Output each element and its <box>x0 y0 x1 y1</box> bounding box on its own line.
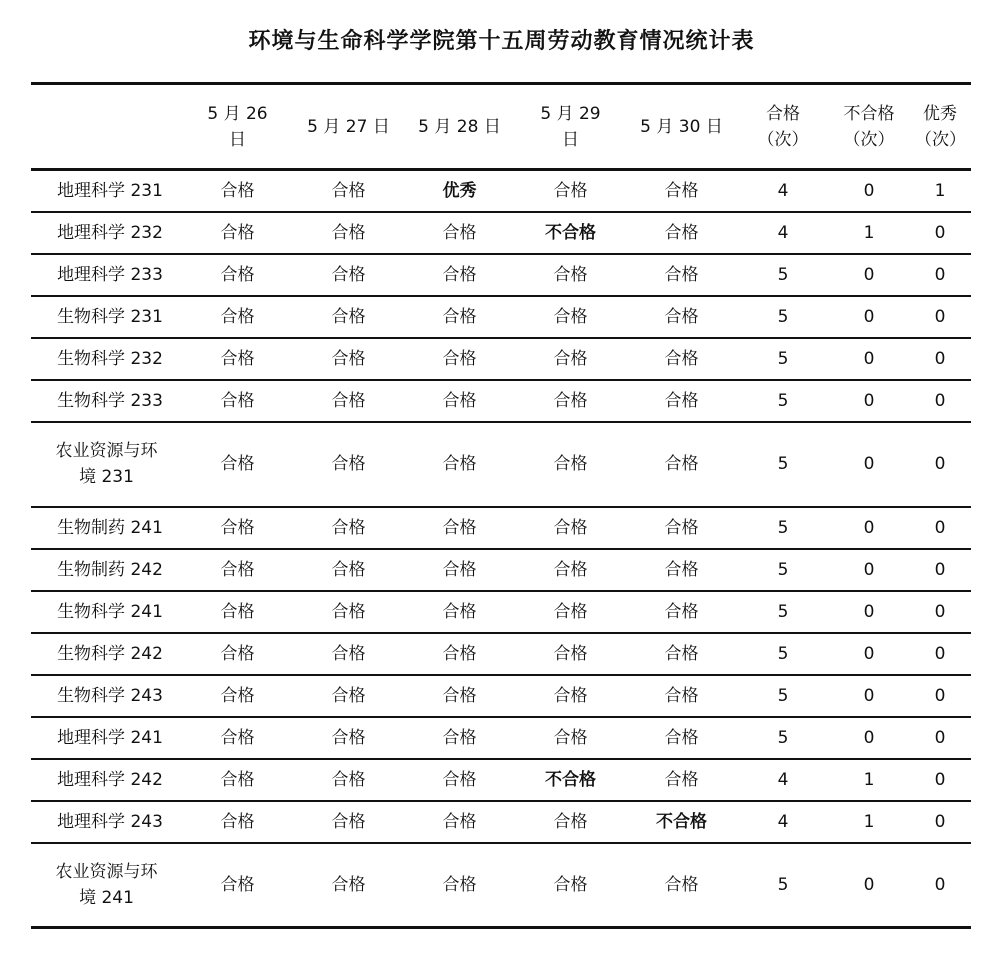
may-30-cell: 合格 <box>626 380 737 422</box>
table-row <box>31 422 971 507</box>
excellent-count-cell: 0 <box>909 843 971 928</box>
fail-count-cell: 0 <box>829 338 909 380</box>
fail-count-cell: 0 <box>829 254 909 296</box>
table-row <box>31 759 971 801</box>
excellent-count-cell: 0 <box>909 212 971 254</box>
may-28-cell: 合格 <box>404 717 515 759</box>
pass-count-cell: 5 <box>737 380 829 422</box>
class-name-cell: 地理科学 241 <box>31 717 182 759</box>
may-29-cell: 合格 <box>515 549 626 591</box>
may-29-cell: 合格 <box>515 296 626 338</box>
class-name-cell: 生物制药 241 <box>31 507 182 549</box>
header-may-30: 5 月 30 日 <box>626 84 737 170</box>
class-name-cell: 地理科学 232 <box>31 212 182 254</box>
excellent-count-cell: 0 <box>909 380 971 422</box>
excellent-count-cell: 0 <box>909 633 971 675</box>
may-30-cell: 合格 <box>626 843 737 928</box>
table-row <box>31 254 971 296</box>
header-excellent-count: 优秀 （次） <box>909 84 971 170</box>
may-29-cell: 合格 <box>515 843 626 928</box>
may-29-cell: 不合格 <box>515 759 626 801</box>
may-30-cell: 合格 <box>626 759 737 801</box>
fail-count-cell: 0 <box>829 507 909 549</box>
fail-count-cell: 0 <box>829 843 909 928</box>
fail-count-cell: 0 <box>829 380 909 422</box>
fail-count-cell: 0 <box>829 170 909 212</box>
pass-count-cell: 5 <box>737 296 829 338</box>
fail-count-cell: 0 <box>829 296 909 338</box>
pass-count-cell: 5 <box>737 717 829 759</box>
table-row <box>31 717 971 759</box>
may-26-cell: 合格 <box>182 633 293 675</box>
pass-count-cell: 5 <box>737 591 829 633</box>
table-row <box>31 675 971 717</box>
pass-count-cell: 5 <box>737 675 829 717</box>
may-28-cell: 优秀 <box>404 170 515 212</box>
pass-count-cell: 5 <box>737 843 829 928</box>
fail-count-cell: 0 <box>829 549 909 591</box>
may-29-cell: 合格 <box>515 254 626 296</box>
class-name-cell: 生物科学 233 <box>31 380 182 422</box>
may-30-cell: 合格 <box>626 254 737 296</box>
may-30-cell: 合格 <box>626 338 737 380</box>
excellent-count-cell: 1 <box>909 170 971 212</box>
may-26-cell: 合格 <box>182 507 293 549</box>
may-29-cell: 不合格 <box>515 212 626 254</box>
may-26-cell: 合格 <box>182 422 293 507</box>
fail-count-cell: 1 <box>829 212 909 254</box>
table-row <box>31 843 971 928</box>
pass-count-cell: 4 <box>737 759 829 801</box>
may-28-cell: 合格 <box>404 212 515 254</box>
table-row <box>31 801 971 843</box>
class-name-cell: 地理科学 242 <box>31 759 182 801</box>
may-30-cell: 合格 <box>626 170 737 212</box>
may-27-cell: 合格 <box>293 843 404 928</box>
may-30-cell: 合格 <box>626 633 737 675</box>
document-title: 环境与生命科学学院第十五周劳动教育情况统计表 <box>248 29 755 54</box>
may-27-cell: 合格 <box>293 212 404 254</box>
excellent-count-cell: 0 <box>909 801 971 843</box>
header-pass-count: 合格 （次） <box>737 84 829 170</box>
fail-count-cell: 0 <box>829 633 909 675</box>
may-30-cell: 合格 <box>626 507 737 549</box>
table-row <box>31 338 971 380</box>
class-name-cell: 生物制药 242 <box>31 549 182 591</box>
class-name-cell: 农业资源与环 境 241 <box>31 843 182 928</box>
class-name-cell: 生物科学 241 <box>31 591 182 633</box>
class-name-cell: 农业资源与环 境 231 <box>31 422 182 507</box>
may-27-cell: 合格 <box>293 507 404 549</box>
may-26-cell: 合格 <box>182 212 293 254</box>
header-may-28: 5 月 28 日 <box>404 84 515 170</box>
fail-count-cell: 1 <box>829 801 909 843</box>
table-row <box>31 633 971 675</box>
may-27-cell: 合格 <box>293 675 404 717</box>
may-30-cell: 合格 <box>626 422 737 507</box>
table-row <box>31 507 971 549</box>
may-26-cell: 合格 <box>182 801 293 843</box>
excellent-count-cell: 0 <box>909 254 971 296</box>
may-30-cell: 合格 <box>626 296 737 338</box>
may-29-cell: 合格 <box>515 338 626 380</box>
may-29-cell: 合格 <box>515 422 626 507</box>
excellent-count-cell: 0 <box>909 422 971 507</box>
pass-count-cell: 5 <box>737 507 829 549</box>
may-26-cell: 合格 <box>182 759 293 801</box>
table-header-row <box>31 84 971 170</box>
may-30-cell: 合格 <box>626 591 737 633</box>
pass-count-cell: 5 <box>737 422 829 507</box>
may-26-cell: 合格 <box>182 591 293 633</box>
may-29-cell: 合格 <box>515 801 626 843</box>
may-27-cell: 合格 <box>293 296 404 338</box>
may-28-cell: 合格 <box>404 801 515 843</box>
table-row <box>31 212 971 254</box>
excellent-count-cell: 0 <box>909 507 971 549</box>
table-row <box>31 380 971 422</box>
may-30-cell: 合格 <box>626 717 737 759</box>
may-28-cell: 合格 <box>404 338 515 380</box>
may-26-cell: 合格 <box>182 170 293 212</box>
may-29-cell: 合格 <box>515 675 626 717</box>
may-26-cell: 合格 <box>182 380 293 422</box>
may-28-cell: 合格 <box>404 254 515 296</box>
may-26-cell: 合格 <box>182 338 293 380</box>
pass-count-cell: 5 <box>737 633 829 675</box>
pass-count-cell: 5 <box>737 549 829 591</box>
class-name-cell: 地理科学 233 <box>31 254 182 296</box>
may-28-cell: 合格 <box>404 549 515 591</box>
excellent-count-cell: 0 <box>909 549 971 591</box>
header-fail-count: 不合格 （次） <box>829 84 909 170</box>
class-name-cell: 生物科学 231 <box>31 296 182 338</box>
may-27-cell: 合格 <box>293 380 404 422</box>
pass-count-cell: 5 <box>737 338 829 380</box>
may-27-cell: 合格 <box>293 170 404 212</box>
fail-count-cell: 0 <box>829 422 909 507</box>
table-row <box>31 296 971 338</box>
excellent-count-cell: 0 <box>909 717 971 759</box>
may-28-cell: 合格 <box>404 843 515 928</box>
excellent-count-cell: 0 <box>909 759 971 801</box>
header-class <box>31 84 182 170</box>
excellent-count-cell: 0 <box>909 591 971 633</box>
may-29-cell: 合格 <box>515 380 626 422</box>
class-name-cell: 地理科学 243 <box>31 801 182 843</box>
may-28-cell: 合格 <box>404 675 515 717</box>
class-name-cell: 生物科学 243 <box>31 675 182 717</box>
table-row <box>31 170 971 212</box>
may-27-cell: 合格 <box>293 338 404 380</box>
may-30-cell: 合格 <box>626 212 737 254</box>
may-27-cell: 合格 <box>293 717 404 759</box>
excellent-count-cell: 0 <box>909 675 971 717</box>
pass-count-cell: 4 <box>737 801 829 843</box>
table-row <box>31 549 971 591</box>
may-26-cell: 合格 <box>182 549 293 591</box>
table-body <box>31 170 971 928</box>
class-name-cell: 生物科学 242 <box>31 633 182 675</box>
class-name-cell: 地理科学 231 <box>31 170 182 212</box>
may-26-cell: 合格 <box>182 675 293 717</box>
excellent-count-cell: 0 <box>909 338 971 380</box>
may-30-cell: 不合格 <box>626 801 737 843</box>
header-may-27: 5 月 27 日 <box>293 84 404 170</box>
pass-count-cell: 4 <box>737 212 829 254</box>
may-26-cell: 合格 <box>182 843 293 928</box>
may-28-cell: 合格 <box>404 296 515 338</box>
pass-count-cell: 4 <box>737 170 829 212</box>
may-27-cell: 合格 <box>293 254 404 296</box>
may-28-cell: 合格 <box>404 422 515 507</box>
may-28-cell: 合格 <box>404 591 515 633</box>
may-26-cell: 合格 <box>182 296 293 338</box>
fail-count-cell: 0 <box>829 591 909 633</box>
header-may-26: 5 月 26 日 <box>182 84 293 170</box>
may-28-cell: 合格 <box>404 759 515 801</box>
labor-education-stats-table <box>31 82 971 929</box>
may-30-cell: 合格 <box>626 549 737 591</box>
may-26-cell: 合格 <box>182 254 293 296</box>
may-27-cell: 合格 <box>293 759 404 801</box>
may-27-cell: 合格 <box>293 422 404 507</box>
may-27-cell: 合格 <box>293 633 404 675</box>
may-27-cell: 合格 <box>293 801 404 843</box>
fail-count-cell: 1 <box>829 759 909 801</box>
header-may-29: 5 月 29 日 <box>515 84 626 170</box>
may-28-cell: 合格 <box>404 633 515 675</box>
table-row <box>31 591 971 633</box>
may-29-cell: 合格 <box>515 591 626 633</box>
pass-count-cell: 5 <box>737 254 829 296</box>
may-26-cell: 合格 <box>182 717 293 759</box>
may-27-cell: 合格 <box>293 591 404 633</box>
may-29-cell: 合格 <box>515 633 626 675</box>
may-29-cell: 合格 <box>515 170 626 212</box>
fail-count-cell: 0 <box>829 717 909 759</box>
may-30-cell: 合格 <box>626 675 737 717</box>
may-28-cell: 合格 <box>404 380 515 422</box>
may-28-cell: 合格 <box>404 507 515 549</box>
excellent-count-cell: 0 <box>909 296 971 338</box>
may-29-cell: 合格 <box>515 717 626 759</box>
may-29-cell: 合格 <box>515 507 626 549</box>
may-27-cell: 合格 <box>293 549 404 591</box>
class-name-cell: 生物科学 232 <box>31 338 182 380</box>
fail-count-cell: 0 <box>829 675 909 717</box>
